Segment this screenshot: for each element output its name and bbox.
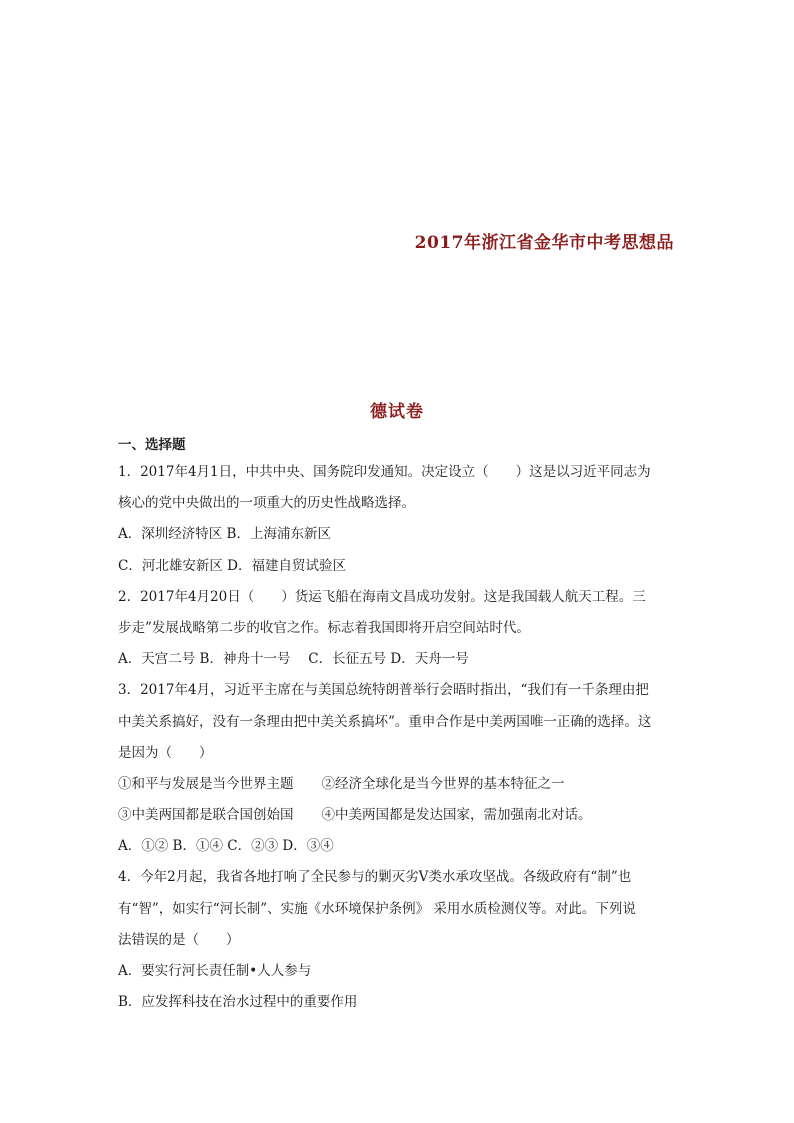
question-1-options-cd: C．河北雄安新区 D．福建自贸试验区: [118, 557, 346, 574]
question-4-line-3: 法错误的是（ ）: [118, 931, 240, 948]
question-4-option-b: B．应发挥科技在治水过程中的重要作用: [118, 994, 358, 1011]
document-title-line-1: 2017年浙江省金华市中考思想品: [414, 233, 674, 253]
question-3-item-1: ①和平与发展是当今世界主题: [118, 775, 294, 792]
question-2-options: A．天宫二号 B．神舟十一号 C．长征五号 D．天舟一号: [118, 651, 469, 668]
question-1-line-2: 核心的党中央做出的一项重大的历史性战略选择。: [118, 495, 415, 512]
question-4-line-2: 有“智”，如实行“河长制”、实施《水环境保护条例》 采用水质检测仪等。对此。下列说: [118, 900, 636, 917]
question-3-options: A．①② B．①④ C．②③ D．③④: [118, 838, 334, 855]
question-3-line-2: 中美关系搞好，没有一条理由把中美关系搞坏”。重申合作是中美两国唯一正确的选择。这: [118, 713, 652, 730]
question-3-item-3: ③中美两国都是联合国创始国: [118, 807, 294, 824]
question-3-line-1: 3．2017年4月，习近平主席在与美国总统特朗普举行会晤时指出，“我们有一千条理由把: [118, 682, 649, 699]
exam-content: [118, 433, 678, 1018]
question-3-item-4: ④中美两国都是发达国家，需加强南北对话。: [321, 807, 592, 824]
question-4-option-a: A．要实行河长责任制•人人参与: [118, 963, 312, 979]
question-2-line-2: 步走”发展战略第二步的收官之作。标志着我国即将开启空间站时代。: [118, 619, 530, 636]
question-3-line-3: 是因为（ ）: [118, 744, 213, 761]
question-2-line-1: 2．2017年4月20日（ ）货运飞船在海南文昌成功发射。这是我国载人航天工程。三: [118, 588, 646, 605]
question-3-items-row-2: [118, 800, 678, 831]
question-3-item-2: ②经济全球化是当今世界的基本特征之一: [321, 775, 565, 792]
document-title-line-2: 德试卷: [370, 402, 424, 422]
question-1-line-1: 1．2017年4月1日，中共中央、国务院印发通知。决定设立（ ）这是以习近平同志为: [118, 464, 651, 480]
question-1-options-ab: A．深圳经济特区 B．上海浦东新区: [118, 526, 331, 543]
question-3-items-row-1: [118, 769, 678, 800]
question-4-line-1: 4．今年2月起，我省各地打响了全民参与的剿灭劣Ⅴ类水承攻坚战。各级政府有“制”也: [118, 869, 632, 886]
section-heading: 一、选择题: [118, 437, 186, 453]
